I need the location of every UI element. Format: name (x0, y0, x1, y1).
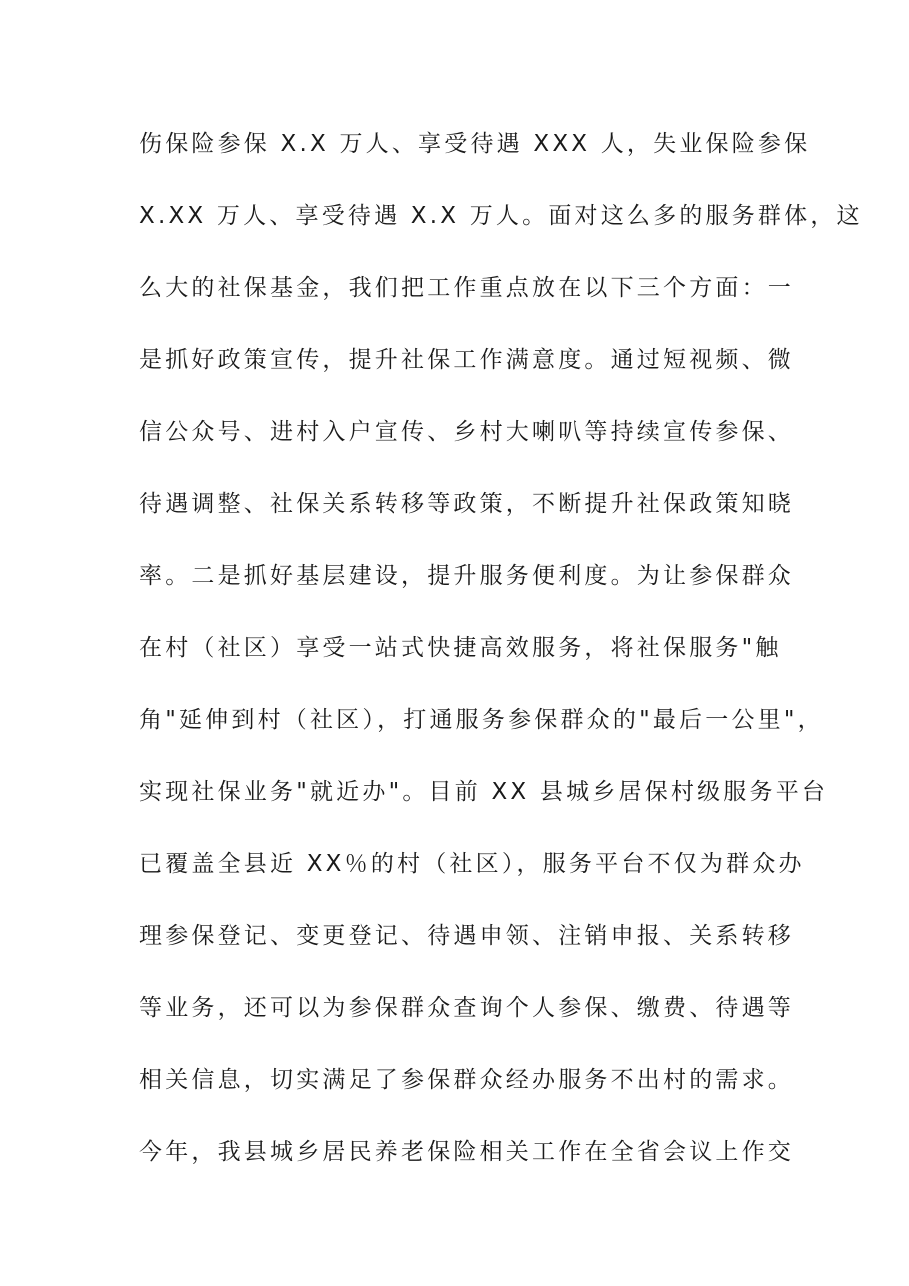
text-line: 么大的社保基金，我们把工作重点放在以下三个方面：一 (139, 275, 794, 301)
text-line: 等业务，还可以为参保群众查询个人参保、缴费、待遇等 (139, 995, 794, 1021)
text-line: 率。二是抓好基层建设，提升服务便利度。为让参保群众 (139, 563, 794, 589)
text-line: 待遇调整、社保关系转移等政策，不断提升社保政策知晓 (139, 491, 794, 517)
text-line: X.XX 万人、享受待遇 X.X 万人。面对这么多的服务群体，这 (139, 203, 863, 229)
body-text (139, 118, 863, 1198)
text-line: 实现社保业务"就近办"。目前 XX 县城乡居保村级服务平台 (139, 779, 829, 805)
text-line: 今年，我县城乡居民养老保险相关工作在全省会议上作交 (139, 1139, 794, 1165)
text-line: 信公众号、进村入户宣传、乡村大喇叭等持续宣传参保、 (139, 419, 794, 445)
text-line: 角"延伸到村（社区），打通服务参保群众的"最后一公里"， (139, 707, 824, 733)
text-line: 相关信息，切实满足了参保群众经办服务不出村的需求。 (139, 1067, 794, 1093)
text-line: 理参保登记、变更登记、待遇申领、注销申报、关系转移 (139, 923, 794, 949)
text-line: 是抓好政策宣传，提升社保工作满意度。通过短视频、微 (139, 347, 794, 373)
text-line: 伤保险参保 X.X 万人、享受待遇 XXX 人，失业保险参保 (139, 131, 811, 157)
text-line: 已覆盖全县近 XX％的村（社区），服务平台不仅为群众办 (139, 851, 805, 877)
text-line: 在村（社区）享受一站式快捷高效服务，将社保服务"触 (139, 635, 782, 661)
